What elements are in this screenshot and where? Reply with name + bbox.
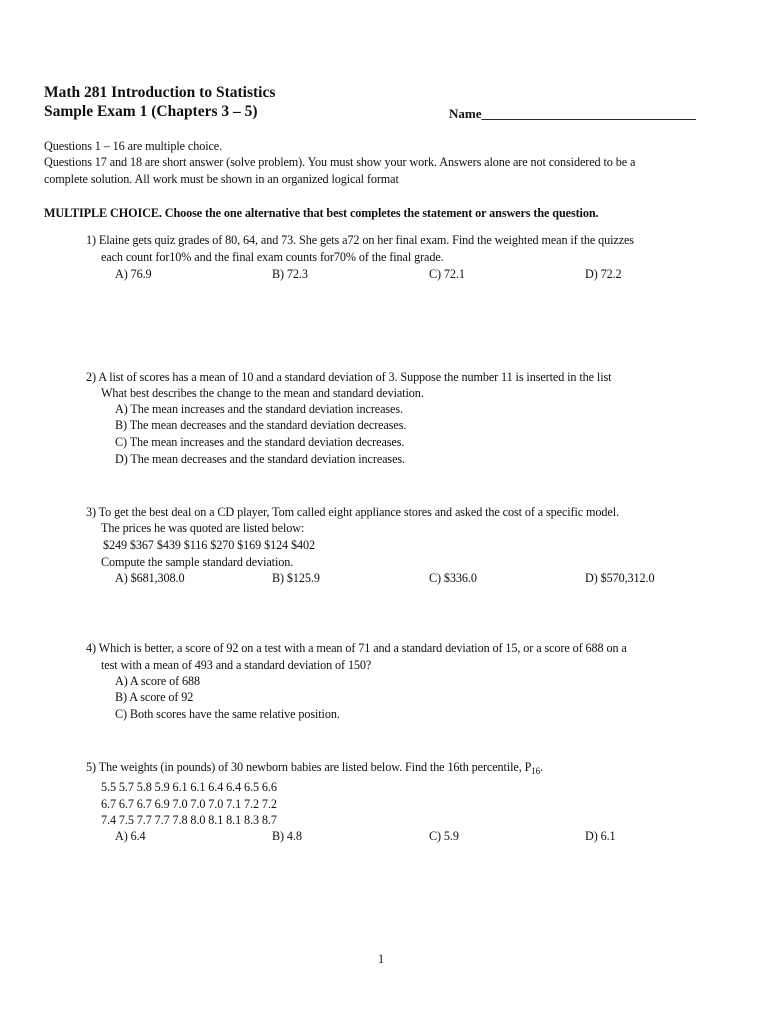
- question-5-data-row-2: 6.7 6.7 6.7 6.9 7.0 7.0 7.0 7.1 7.2 7.2: [101, 797, 277, 811]
- instruction-line-1: Questions 1 – 16 are multiple choice.: [44, 139, 223, 153]
- question-3-line-2: The prices he was quoted are listed below:: [101, 521, 305, 535]
- section-heading: MULTIPLE CHOICE. Choose the one alternative that best completes the statement or answers the question.: [44, 206, 599, 220]
- question-5-choice-b: B) 4.8: [272, 829, 302, 843]
- exam-title: Sample Exam 1 (Chapters 3 – 5): [44, 103, 258, 120]
- name-field-label: Name_________________________________: [449, 106, 696, 121]
- question-1-choice-d: D) 72.2: [585, 267, 622, 281]
- question-5-text: 5) The weights (in pounds) of 30 newborn babies are listed below. Find the 16th percentile, P: [86, 760, 532, 774]
- question-3-choice-c: C) $336.0: [429, 571, 477, 585]
- question-2-choice-c: C) The mean increases and the standard deviation decreases.: [115, 435, 405, 449]
- question-2-line-1: 2) A list of scores has a mean of 10 and a standard deviation of 3. Suppose the number 11 is inserted in the list: [86, 370, 612, 384]
- question-2-line-2: What best describes the change to the mean and standard deviation.: [101, 386, 424, 400]
- course-title: Math 281 Introduction to Statistics: [44, 84, 276, 101]
- question-4-line-1: 4) Which is better, a score of 92 on a test with a mean of 71 and a standard deviation of 15, or a score of 688 on a: [86, 641, 627, 655]
- question-5-choice-c: C) 5.9: [429, 829, 459, 843]
- question-3-choice-a: A) $681,308.0: [115, 571, 185, 585]
- question-4-line-2: test with a mean of 493 and a standard deviation of 150?: [101, 658, 372, 672]
- question-3-line-1: 3) To get the best deal on a CD player, Tom called eight appliance stores and asked the cost of a specific model.: [86, 505, 619, 519]
- question-5-data-row-1: 5.5 5.7 5.8 5.9 6.1 6.1 6.4 6.4 6.5 6.6: [101, 780, 277, 794]
- question-2-choice-b: B) The mean decreases and the standard deviation decreases.: [115, 418, 407, 432]
- question-5-choice-d: D) 6.1: [585, 829, 616, 843]
- question-4-choice-c: C) Both scores have the same relative position.: [115, 707, 340, 721]
- percentile-subscript: 16: [531, 766, 541, 776]
- question-5-choice-a: A) 6.4: [115, 829, 146, 843]
- question-3-choice-b: B) $125.9: [272, 571, 320, 585]
- question-3-price-list: $249 $367 $439 $116 $270 $169 $124 $402: [103, 538, 315, 552]
- question-3-choice-d: D) $570,312.0: [585, 571, 655, 585]
- question-4-choice-b: B) A score of 92: [115, 690, 194, 704]
- page-number: 1: [378, 952, 384, 966]
- question-5-data-row-3: 7.4 7.5 7.7 7.7 7.8 8.0 8.1 8.1 8.3 8.7: [101, 813, 277, 827]
- instruction-line-3: complete solution. All work must be shown in an organized logical format: [44, 172, 399, 186]
- instruction-line-2: Questions 17 and 18 are short answer (solve problem). You must show your work. Answers alone are not considered to be a: [44, 155, 636, 169]
- question-3-line-4: Compute the sample standard deviation.: [101, 555, 294, 569]
- question-1-line-2: each count for10% and the final exam counts for70% of the final grade.: [101, 250, 444, 264]
- question-5-line-1: [86, 759, 543, 780]
- question-1-choice-a: A) 76.9: [115, 267, 152, 281]
- question-2-choice-a: A) The mean increases and the standard deviation increases.: [115, 402, 403, 416]
- question-1-choice-b: B) 72.3: [272, 267, 308, 281]
- question-5-period: .: [540, 760, 544, 774]
- question-2-choice-d: D) The mean decreases and the standard deviation increases.: [115, 452, 405, 466]
- question-4-choice-a: A) A score of 688: [115, 674, 200, 688]
- question-1-choice-c: C) 72.1: [429, 267, 465, 281]
- question-1-line-1: 1) Elaine gets quiz grades of 80, 64, and 73. She gets a72 on her final exam. Find the weighted mean if the quizzes: [86, 233, 634, 247]
